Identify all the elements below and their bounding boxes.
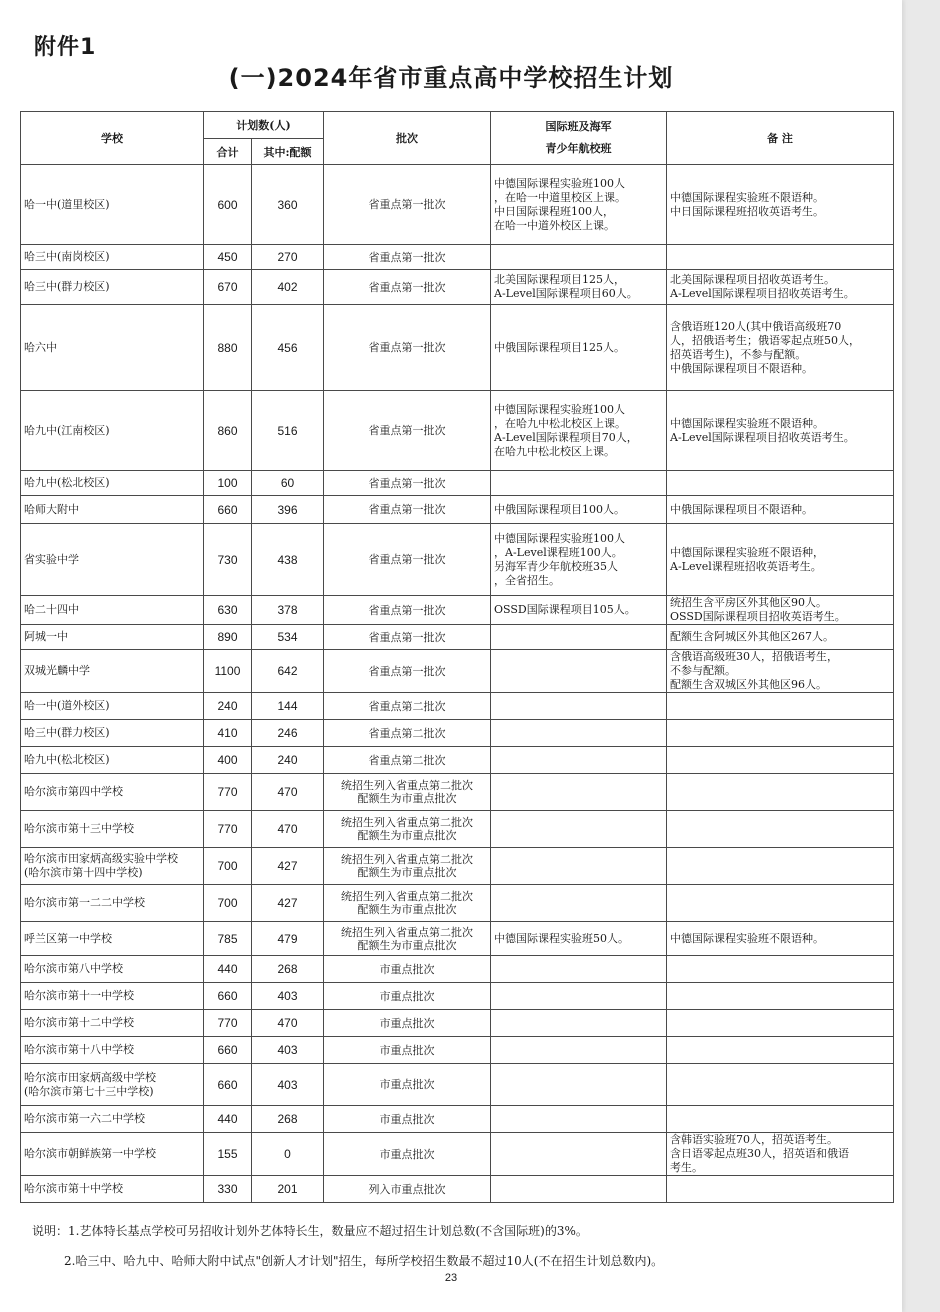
total-cell: 660 <box>204 496 252 524</box>
table-row <box>21 524 894 596</box>
school-cell: 阿城一中 <box>21 625 204 650</box>
note-cell <box>667 1176 894 1203</box>
intl-class-cell <box>491 245 667 270</box>
school-cell: 哈一中(道外校区) <box>21 693 204 720</box>
intl-class-cell: 北美国际课程项目125人， A-Level国际课程项目60人。 <box>491 270 667 305</box>
quota-cell: 378 <box>252 596 324 625</box>
school-cell: 哈尔滨市第一六二中学校 <box>21 1106 204 1133</box>
intl-class-cell <box>491 1133 667 1176</box>
intl-class-cell <box>491 650 667 693</box>
total-cell: 440 <box>204 1106 252 1133</box>
note-cell <box>667 720 894 747</box>
note-cell <box>667 811 894 848</box>
note-cell <box>667 885 894 922</box>
quota-cell: 60 <box>252 471 324 496</box>
total-cell: 730 <box>204 524 252 596</box>
quota-cell: 470 <box>252 774 324 811</box>
quota-cell: 403 <box>252 1064 324 1106</box>
quota-cell: 201 <box>252 1176 324 1203</box>
note-cell <box>667 1037 894 1064</box>
batch-cell: 省重点第一批次 <box>324 650 491 693</box>
note-cell <box>667 245 894 270</box>
batch-cell: 省重点第一批次 <box>324 391 491 471</box>
note-cell <box>667 471 894 496</box>
page-number: 23 <box>444 1272 458 1284</box>
intl-class-cell: OSSD国际课程项目105人。 <box>491 596 667 625</box>
note-cell: 含韩语实验班70人，招英语考生。 含日语零起点班30人，招英语和俄语 考生。 <box>667 1133 894 1176</box>
table-row <box>21 1037 894 1064</box>
table-row <box>21 245 894 270</box>
total-cell: 600 <box>204 165 252 245</box>
quota-cell: 268 <box>252 1106 324 1133</box>
table-row <box>21 270 894 305</box>
note-cell <box>667 747 894 774</box>
table-row <box>21 305 894 391</box>
note-cell: 中德国际课程实验班不限语种， A-Level课程班招收英语考生。 <box>667 524 894 596</box>
note-cell <box>667 1106 894 1133</box>
batch-cell: 统招生列入省重点第二批次 配额生为市重点批次 <box>324 774 491 811</box>
footnote-2: 2.哈三中、哈九中、哈师大附中试点"创新人才计划"招生，每所学校招生数最不超过10人(不在招生计划总数内)。 <box>64 1254 664 1268</box>
quota-cell: 470 <box>252 1010 324 1037</box>
school-cell: 哈尔滨市田家炳高级实验中学校 (哈尔滨市第十四中学校) <box>21 848 204 885</box>
quota-cell: 516 <box>252 391 324 471</box>
table-row <box>21 1176 894 1203</box>
intl-class-cell: 中德国际课程实验班100人 ，A-Level课程班100人。 另海军青少年航校班35人 ，全省招生。 <box>491 524 667 596</box>
batch-cell: 市重点批次 <box>324 1010 491 1037</box>
intl-class-cell <box>491 885 667 922</box>
batch-cell: 省重点第一批次 <box>324 270 491 305</box>
note-cell: 中德国际课程实验班不限语种。 中日国际课程班招收英语考生。 <box>667 165 894 245</box>
school-cell: 哈尔滨市第四中学校 <box>21 774 204 811</box>
intl-class-cell <box>491 693 667 720</box>
total-cell: 330 <box>204 1176 252 1203</box>
total-cell: 450 <box>204 245 252 270</box>
quota-cell: 534 <box>252 625 324 650</box>
quota-cell: 396 <box>252 496 324 524</box>
table-row <box>21 1133 894 1176</box>
school-cell: 哈九中(松北校区) <box>21 471 204 496</box>
total-cell: 155 <box>204 1133 252 1176</box>
school-cell: 双城光麟中学 <box>21 650 204 693</box>
note-cell <box>667 956 894 983</box>
table-row <box>21 596 894 625</box>
quota-cell: 246 <box>252 720 324 747</box>
table-row <box>21 650 894 693</box>
school-cell: 哈三中(南岗校区) <box>21 245 204 270</box>
note-cell: 配额生含阿城区外其他区267人。 <box>667 625 894 650</box>
total-cell: 630 <box>204 596 252 625</box>
school-cell: 哈九中(松北校区) <box>21 747 204 774</box>
table-row <box>21 471 894 496</box>
school-cell: 哈师大附中 <box>21 496 204 524</box>
quota-cell: 240 <box>252 747 324 774</box>
total-cell: 670 <box>204 270 252 305</box>
total-cell: 1100 <box>204 650 252 693</box>
note-cell: 北美国际课程项目招收英语考生。 A-Level国际课程项目招收英语考生。 <box>667 270 894 305</box>
total-cell: 660 <box>204 1037 252 1064</box>
batch-cell: 省重点第二批次 <box>324 720 491 747</box>
table-row <box>21 165 894 245</box>
total-cell: 410 <box>204 720 252 747</box>
note-cell <box>667 1064 894 1106</box>
table-row <box>21 811 894 848</box>
school-cell: 哈尔滨市第十三中学校 <box>21 811 204 848</box>
quota-cell: 0 <box>252 1133 324 1176</box>
quota-cell: 144 <box>252 693 324 720</box>
table-row <box>21 1106 894 1133</box>
intl-class-cell <box>491 625 667 650</box>
school-cell: 呼兰区第一中学校 <box>21 922 204 956</box>
intl-class-cell <box>491 471 667 496</box>
school-cell: 哈六中 <box>21 305 204 391</box>
intl-class-cell <box>491 1176 667 1203</box>
note-cell: 中德国际课程实验班不限语种。 <box>667 922 894 956</box>
batch-cell: 统招生列入省重点第二批次 配额生为市重点批次 <box>324 811 491 848</box>
batch-cell: 市重点批次 <box>324 983 491 1010</box>
quota-cell: 642 <box>252 650 324 693</box>
table-row <box>21 848 894 885</box>
note-cell: 中俄国际课程项目不限语种。 <box>667 496 894 524</box>
header-batch: 批次 <box>324 112 491 165</box>
batch-cell: 省重点第一批次 <box>324 471 491 496</box>
quota-cell: 268 <box>252 956 324 983</box>
table-row <box>21 1064 894 1106</box>
footnote-1: 说明：1.艺体特长基点学校可另招收计划外艺体特长生，数量应不超过招生计划总数(不含国际班)的3%。 <box>32 1224 588 1238</box>
batch-cell: 省重点第一批次 <box>324 165 491 245</box>
total-cell: 700 <box>204 848 252 885</box>
batch-cell: 统招生列入省重点第二批次 配额生为市重点批次 <box>324 848 491 885</box>
school-cell: 哈三中(群力校区) <box>21 720 204 747</box>
header-plan: 计划数(人) <box>204 112 324 139</box>
batch-cell: 省重点第二批次 <box>324 747 491 774</box>
batch-cell: 统招生列入省重点第二批次 配额生为市重点批次 <box>324 922 491 956</box>
page-title: (一)2024年省市重点高中学校招生计划 <box>228 64 674 92</box>
batch-cell: 市重点批次 <box>324 956 491 983</box>
total-cell: 770 <box>204 1010 252 1037</box>
batch-cell: 省重点第一批次 <box>324 596 491 625</box>
batch-cell: 省重点第一批次 <box>324 245 491 270</box>
batch-cell: 省重点第二批次 <box>324 693 491 720</box>
intl-class-cell: 中德国际课程实验班100人 ，在哈九中松北校区上课。 A-Level国际课程项目70人， 在哈九中松北校区上课。 <box>491 391 667 471</box>
quota-cell: 403 <box>252 983 324 1010</box>
quota-cell: 360 <box>252 165 324 245</box>
total-cell: 890 <box>204 625 252 650</box>
quota-cell: 427 <box>252 885 324 922</box>
school-cell: 哈尔滨市第十一中学校 <box>21 983 204 1010</box>
intl-class-cell: 中德国际课程实验班100人 ，在哈一中道里校区上课。 中日国际课程班100人， 在哈一中道外校区上课。 <box>491 165 667 245</box>
school-cell: 哈尔滨市第十八中学校 <box>21 1037 204 1064</box>
school-cell: 哈三中(群力校区) <box>21 270 204 305</box>
batch-cell: 市重点批次 <box>324 1037 491 1064</box>
intl-class-cell <box>491 1106 667 1133</box>
quota-cell: 403 <box>252 1037 324 1064</box>
batch-cell: 列入市重点批次 <box>324 1176 491 1203</box>
batch-cell: 市重点批次 <box>324 1106 491 1133</box>
school-cell: 哈九中(江南校区) <box>21 391 204 471</box>
batch-cell: 省重点第一批次 <box>324 496 491 524</box>
table-row <box>21 774 894 811</box>
school-cell: 哈尔滨市第十二中学校 <box>21 1010 204 1037</box>
note-cell: 中德国际课程实验班不限语种。 A-Level国际课程项目招收英语考生。 <box>667 391 894 471</box>
school-cell: 哈二十四中 <box>21 596 204 625</box>
table-row <box>21 1010 894 1037</box>
total-cell: 785 <box>204 922 252 956</box>
note-cell: 统招生含平房区外其他区90人。 OSSD国际课程项目招收英语考生。 <box>667 596 894 625</box>
total-cell: 440 <box>204 956 252 983</box>
intl-class-cell <box>491 747 667 774</box>
note-cell: 含俄语高级班30人，招俄语考生， 不参与配额。 配额生含双城区外其他区96人。 <box>667 650 894 693</box>
total-cell: 770 <box>204 774 252 811</box>
school-cell: 哈尔滨市朝鲜族第一中学校 <box>21 1133 204 1176</box>
batch-cell: 统招生列入省重点第二批次 配额生为市重点批次 <box>324 885 491 922</box>
header-intl: 国际班及海军 青少年航校班 <box>491 112 667 165</box>
quota-cell: 479 <box>252 922 324 956</box>
school-cell: 哈尔滨市第八中学校 <box>21 956 204 983</box>
table-row <box>21 956 894 983</box>
quota-cell: 456 <box>252 305 324 391</box>
quota-cell: 438 <box>252 524 324 596</box>
batch-cell: 省重点第一批次 <box>324 524 491 596</box>
total-cell: 880 <box>204 305 252 391</box>
intl-class-cell <box>491 956 667 983</box>
total-cell: 770 <box>204 811 252 848</box>
header-quota: 其中:配额 <box>252 139 324 165</box>
table-row <box>21 983 894 1010</box>
total-cell: 860 <box>204 391 252 471</box>
intl-class-cell <box>491 1037 667 1064</box>
table-row <box>21 885 894 922</box>
header-total: 合计 <box>204 139 252 165</box>
quota-cell: 427 <box>252 848 324 885</box>
batch-cell: 省重点第一批次 <box>324 625 491 650</box>
note-cell: 含俄语班120人(其中俄语高级班70 人，招俄语考生；俄语零起点班50人， 招英语考生)，不参与配额。 中俄国际课程项目不限语种。 <box>667 305 894 391</box>
table-body <box>21 165 894 1203</box>
table-row <box>21 720 894 747</box>
total-cell: 400 <box>204 747 252 774</box>
quota-cell: 470 <box>252 811 324 848</box>
school-cell: 哈尔滨市第十中学校 <box>21 1176 204 1203</box>
table-row <box>21 391 894 471</box>
table-row <box>21 625 894 650</box>
intl-class-cell: 中德国际课程实验班50人。 <box>491 922 667 956</box>
intl-class-cell <box>491 720 667 747</box>
table-row <box>21 693 894 720</box>
header-note: 备 注 <box>667 112 894 165</box>
quota-cell: 270 <box>252 245 324 270</box>
note-cell <box>667 774 894 811</box>
total-cell: 700 <box>204 885 252 922</box>
quota-cell: 402 <box>252 270 324 305</box>
school-cell: 哈尔滨市田家炳高级中学校 (哈尔滨市第七十三中学校) <box>21 1064 204 1106</box>
enrollment-plan-table <box>20 111 894 1203</box>
header-school: 学校 <box>21 112 204 165</box>
attachment-label: 附件1 <box>34 35 97 60</box>
table-row <box>21 922 894 956</box>
total-cell: 660 <box>204 983 252 1010</box>
school-cell: 哈尔滨市第一二二中学校 <box>21 885 204 922</box>
intl-class-cell <box>491 774 667 811</box>
intl-class-cell <box>491 1064 667 1106</box>
total-cell: 100 <box>204 471 252 496</box>
note-cell <box>667 848 894 885</box>
intl-class-cell <box>491 983 667 1010</box>
total-cell: 660 <box>204 1064 252 1106</box>
intl-class-cell <box>491 1010 667 1037</box>
batch-cell: 省重点第一批次 <box>324 305 491 391</box>
table-row <box>21 747 894 774</box>
intl-class-cell <box>491 811 667 848</box>
note-cell <box>667 693 894 720</box>
intl-class-cell <box>491 848 667 885</box>
note-cell <box>667 983 894 1010</box>
school-cell: 省实验中学 <box>21 524 204 596</box>
total-cell: 240 <box>204 693 252 720</box>
table-row <box>21 496 894 524</box>
batch-cell: 市重点批次 <box>324 1133 491 1176</box>
intl-class-cell: 中俄国际课程项目125人。 <box>491 305 667 391</box>
note-cell <box>667 1010 894 1037</box>
intl-class-cell: 中俄国际课程项目100人。 <box>491 496 667 524</box>
school-cell: 哈一中(道里校区) <box>21 165 204 245</box>
batch-cell: 市重点批次 <box>324 1064 491 1106</box>
